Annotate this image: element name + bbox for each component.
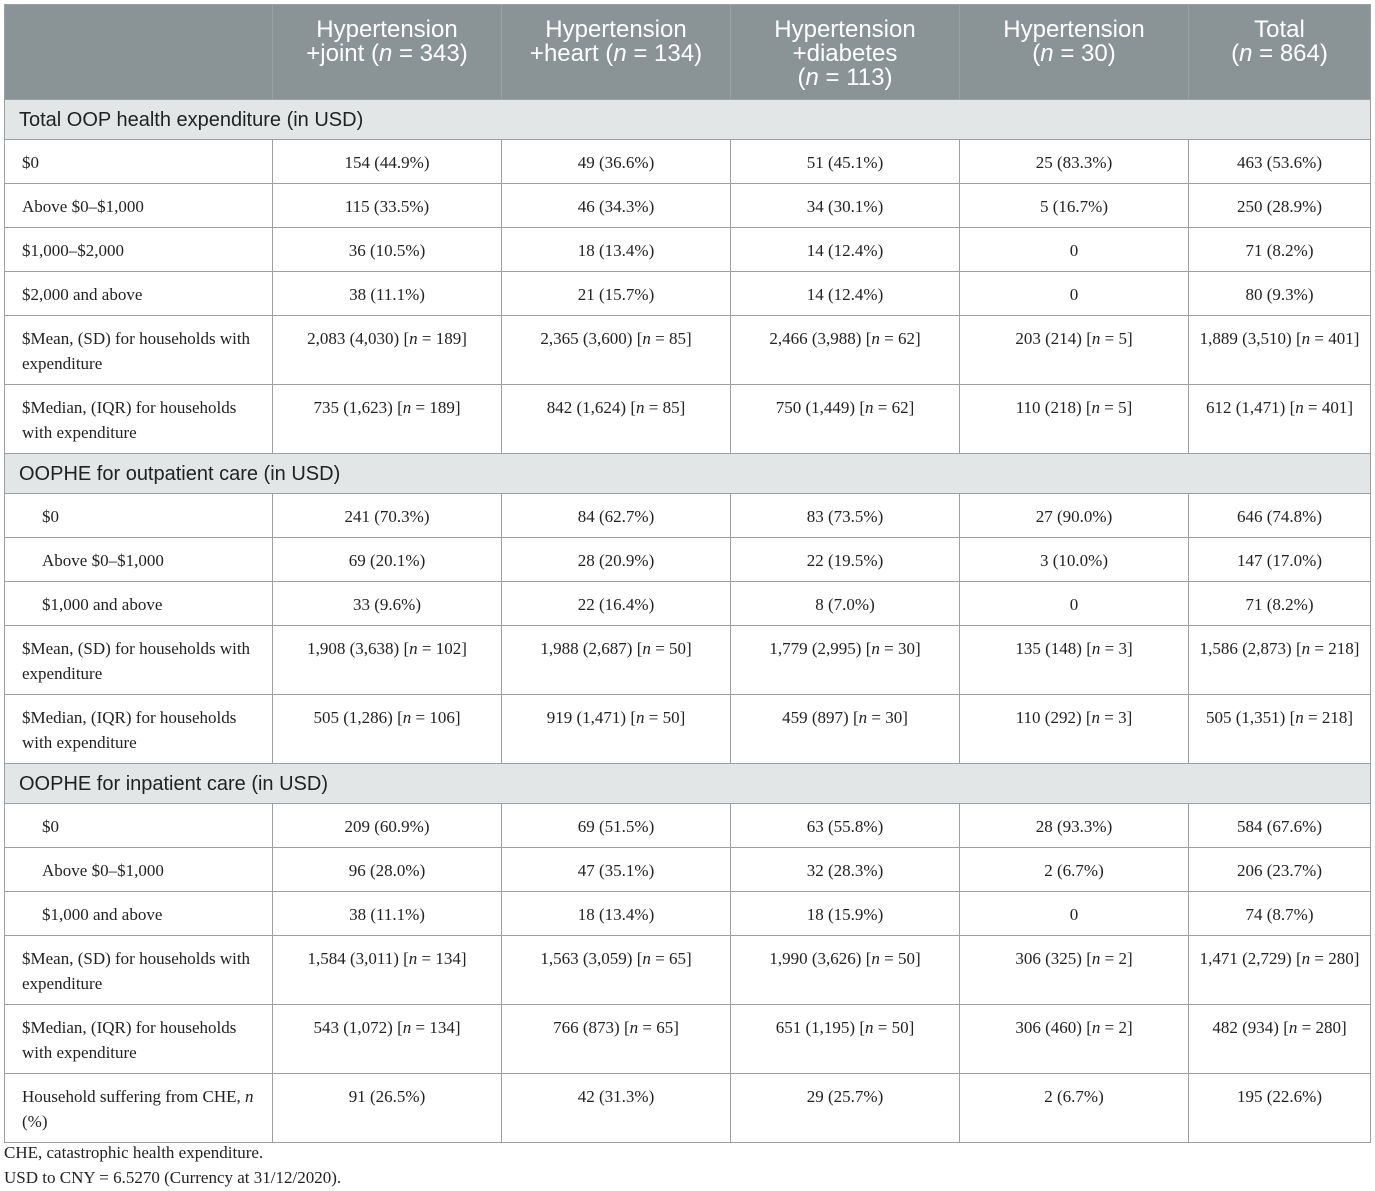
table-cell: 0 [960, 272, 1189, 316]
row-label: $0 [5, 804, 273, 848]
header-hypertension-heart [502, 5, 731, 100]
table-cell: 38 (11.1%) [273, 892, 502, 936]
table-row [5, 538, 1371, 582]
table-cell: 28 (93.3%) [960, 804, 1189, 848]
table-cell: 2 (6.7%) [960, 1074, 1189, 1143]
table-cell: 1,889 (3,510) [n = 401] [1189, 316, 1371, 385]
table-row [5, 316, 1371, 385]
table-cell: 1,779 (2,995) [n = 30] [731, 626, 960, 695]
footnote: CHE, catastrophic health expenditure. [4, 1143, 264, 1162]
table-body [5, 100, 1371, 1143]
table-cell: 46 (34.3%) [502, 184, 731, 228]
section-header-row [5, 100, 1371, 140]
row-label: $2,000 and above [5, 272, 273, 316]
table-cell: 51 (45.1%) [731, 140, 960, 184]
table-cell: 505 (1,286) [n = 106] [273, 695, 502, 764]
table-cell: 306 (460) [n = 2] [960, 1005, 1189, 1074]
table-cell: 49 (36.6%) [502, 140, 731, 184]
header-line3: = 113) [825, 64, 893, 91]
header-pre: ( [1231, 40, 1240, 67]
table-cell: 154 (44.9%) [273, 140, 502, 184]
table-cell: 71 (8.2%) [1189, 582, 1371, 626]
table-row [5, 804, 1371, 848]
table-cell: 0 [960, 582, 1189, 626]
expenditure-table [4, 4, 1371, 1143]
table-cell: 203 (214) [n = 5] [960, 316, 1189, 385]
row-label: $Mean, (SD) for households with expenditure [5, 316, 273, 385]
header-n: n [1040, 40, 1054, 67]
row-label: $1,000 and above [5, 892, 273, 936]
header-pre: +diabetes [792, 40, 898, 67]
table-row [5, 184, 1371, 228]
table-cell: 2,083 (4,030) [n = 189] [273, 316, 502, 385]
row-label: $1,000 and above [5, 582, 273, 626]
header-hypertension-diabetes: Hypertension +diabetes (n = 113) [731, 5, 960, 100]
row-label: $Median, (IQR) for households with expenditure [5, 1005, 273, 1074]
header-pre: +joint ( [306, 40, 379, 67]
header-n: n [613, 40, 627, 67]
row-label: $Mean, (SD) for households with expenditure [5, 936, 273, 1005]
table-cell: 919 (1,471) [n = 50] [502, 695, 731, 764]
header-line1: Hypertension [1003, 16, 1145, 43]
table-cell: 651 (1,195) [n = 50] [731, 1005, 960, 1074]
table-cell: 38 (11.1%) [273, 272, 502, 316]
table-cell: 750 (1,449) [n = 62] [731, 385, 960, 454]
table-row [5, 1074, 1371, 1143]
table-cell: 306 (325) [n = 2] [960, 936, 1189, 1005]
table-cell: 21 (15.7%) [502, 272, 731, 316]
table-cell: 74 (8.7%) [1189, 892, 1371, 936]
table-cell: 206 (23.7%) [1189, 848, 1371, 892]
table-cell: 766 (873) [n = 65] [502, 1005, 731, 1074]
header-line1: Total [1254, 16, 1305, 43]
table-cell: 0 [960, 892, 1189, 936]
table-cell: 14 (12.4%) [731, 272, 960, 316]
table-cell: 612 (1,471) [n = 401] [1189, 385, 1371, 454]
table-cell: 47 (35.1%) [502, 848, 731, 892]
header-row [5, 5, 1371, 100]
table-row [5, 385, 1371, 454]
table-cell: 1,990 (3,626) [n = 50] [731, 936, 960, 1005]
row-label: $Median, (IQR) for households with expenditure [5, 385, 273, 454]
header-line1: Hypertension [316, 16, 458, 43]
header-pre: ( [1032, 40, 1041, 67]
footnotes [4, 1140, 341, 1190]
table-row [5, 140, 1371, 184]
table-cell: 63 (55.8%) [731, 804, 960, 848]
header-post: = 30) [1053, 40, 1116, 67]
table-row [5, 892, 1371, 936]
header-n: n [378, 40, 393, 67]
row-label: Above $0–$1,000 [5, 538, 273, 582]
section-header-row [5, 454, 1371, 494]
table-cell: 195 (22.6%) [1189, 1074, 1371, 1143]
table-cell: 32 (28.3%) [731, 848, 960, 892]
header-post: = 864) [1252, 40, 1328, 67]
table-cell: 5 (16.7%) [960, 184, 1189, 228]
table-cell: 1,988 (2,687) [n = 50] [502, 626, 731, 695]
table-cell: 42 (31.3%) [502, 1074, 731, 1143]
table-cell: 96 (28.0%) [273, 848, 502, 892]
row-label: $0 [5, 140, 273, 184]
table-cell: 71 (8.2%) [1189, 228, 1371, 272]
table-cell: 80 (9.3%) [1189, 272, 1371, 316]
table-cell: 110 (218) [n = 5] [960, 385, 1189, 454]
table-cell: 18 (13.4%) [502, 892, 731, 936]
section-title: OOPHE for outpatient care (in USD) [5, 454, 1371, 494]
row-label: $1,000–$2,000 [5, 228, 273, 272]
table-cell: 69 (51.5%) [502, 804, 731, 848]
table-row [5, 626, 1371, 695]
table-cell: 1,563 (3,059) [n = 65] [502, 936, 731, 1005]
table-cell: 459 (897) [n = 30] [731, 695, 960, 764]
table-row [5, 695, 1371, 764]
table-cell: 91 (26.5%) [273, 1074, 502, 1143]
table-cell: 27 (90.0%) [960, 494, 1189, 538]
table-row [5, 582, 1371, 626]
header-line1: Hypertension [774, 16, 916, 43]
table-cell: 83 (73.5%) [731, 494, 960, 538]
table-cell: 463 (53.6%) [1189, 140, 1371, 184]
table-cell: 1,908 (3,638) [n = 102] [273, 626, 502, 695]
table-cell: 1,584 (3,011) [n = 134] [273, 936, 502, 1005]
table-cell: 135 (148) [n = 3] [960, 626, 1189, 695]
table-cell: 28 (20.9%) [502, 538, 731, 582]
table-row [5, 936, 1371, 1005]
table-cell: 543 (1,072) [n = 134] [273, 1005, 502, 1074]
table-cell: 8 (7.0%) [731, 582, 960, 626]
table-cell: 241 (70.3%) [273, 494, 502, 538]
row-label: Household suffering from CHE, n (%) [5, 1074, 273, 1143]
header-line1: Hypertension [545, 16, 687, 43]
table-cell: 250 (28.9%) [1189, 184, 1371, 228]
table-cell: 2,365 (3,600) [n = 85] [502, 316, 731, 385]
table-cell: 646 (74.8%) [1189, 494, 1371, 538]
table-cell: 735 (1,623) [n = 189] [273, 385, 502, 454]
section-title: OOPHE for inpatient care (in USD) [5, 764, 1371, 804]
table-cell: 69 (20.1%) [273, 538, 502, 582]
table-cell: 84 (62.7%) [502, 494, 731, 538]
row-label: $Median, (IQR) for households with expenditure [5, 695, 273, 764]
table-row [5, 848, 1371, 892]
footnote: USD to CNY = 6.5270 (Currency at 31/12/2020). [4, 1168, 342, 1187]
section-header-row [5, 764, 1371, 804]
row-label: $Mean, (SD) for households with expenditure [5, 626, 273, 695]
table-cell: 842 (1,624) [n = 85] [502, 385, 731, 454]
table-cell: 505 (1,351) [n = 218] [1189, 695, 1371, 764]
table-cell: 147 (17.0%) [1189, 538, 1371, 582]
table-cell: 18 (15.9%) [731, 892, 960, 936]
table-row [5, 272, 1371, 316]
table-cell: 2,466 (3,988) [n = 62] [731, 316, 960, 385]
table-cell: 115 (33.5%) [273, 184, 502, 228]
table-row [5, 494, 1371, 538]
table-cell: 14 (12.4%) [731, 228, 960, 272]
header-post: = 343) [392, 40, 468, 67]
table-cell: 18 (13.4%) [502, 228, 731, 272]
table-cell: 482 (934) [n = 280] [1189, 1005, 1371, 1074]
section-title: Total OOP health expenditure (in USD) [5, 100, 1371, 140]
row-label: $0 [5, 494, 273, 538]
table-cell: 22 (16.4%) [502, 582, 731, 626]
table-cell: 3 (10.0%) [960, 538, 1189, 582]
table-row [5, 228, 1371, 272]
header-pre: +heart ( [529, 40, 614, 67]
row-label: Above $0–$1,000 [5, 848, 273, 892]
table-cell: 2 (6.7%) [960, 848, 1189, 892]
table-cell: 584 (67.6%) [1189, 804, 1371, 848]
table-cell: 36 (10.5%) [273, 228, 502, 272]
header-total [1189, 5, 1371, 100]
table-cell: 34 (30.1%) [731, 184, 960, 228]
table-cell: 25 (83.3%) [960, 140, 1189, 184]
table-cell: 110 (292) [n = 3] [960, 695, 1189, 764]
header-post: = 134) [626, 40, 703, 67]
table-cell: 0 [960, 228, 1189, 272]
table-cell: 1,471 (2,729) [n = 280] [1189, 936, 1371, 1005]
header-hypertension-only [960, 5, 1189, 100]
table-row [5, 1005, 1371, 1074]
header-hypertension-joint [273, 5, 502, 100]
header-blank-cell [5, 5, 273, 100]
table-cell: 22 (19.5%) [731, 538, 960, 582]
row-label: Above $0–$1,000 [5, 184, 273, 228]
table-cell: 1,586 (2,873) [n = 218] [1189, 626, 1371, 695]
table-cell: 29 (25.7%) [731, 1074, 960, 1143]
table-cell: 209 (60.9%) [273, 804, 502, 848]
table-cell: 33 (9.6%) [273, 582, 502, 626]
header-n: n [1239, 40, 1253, 67]
